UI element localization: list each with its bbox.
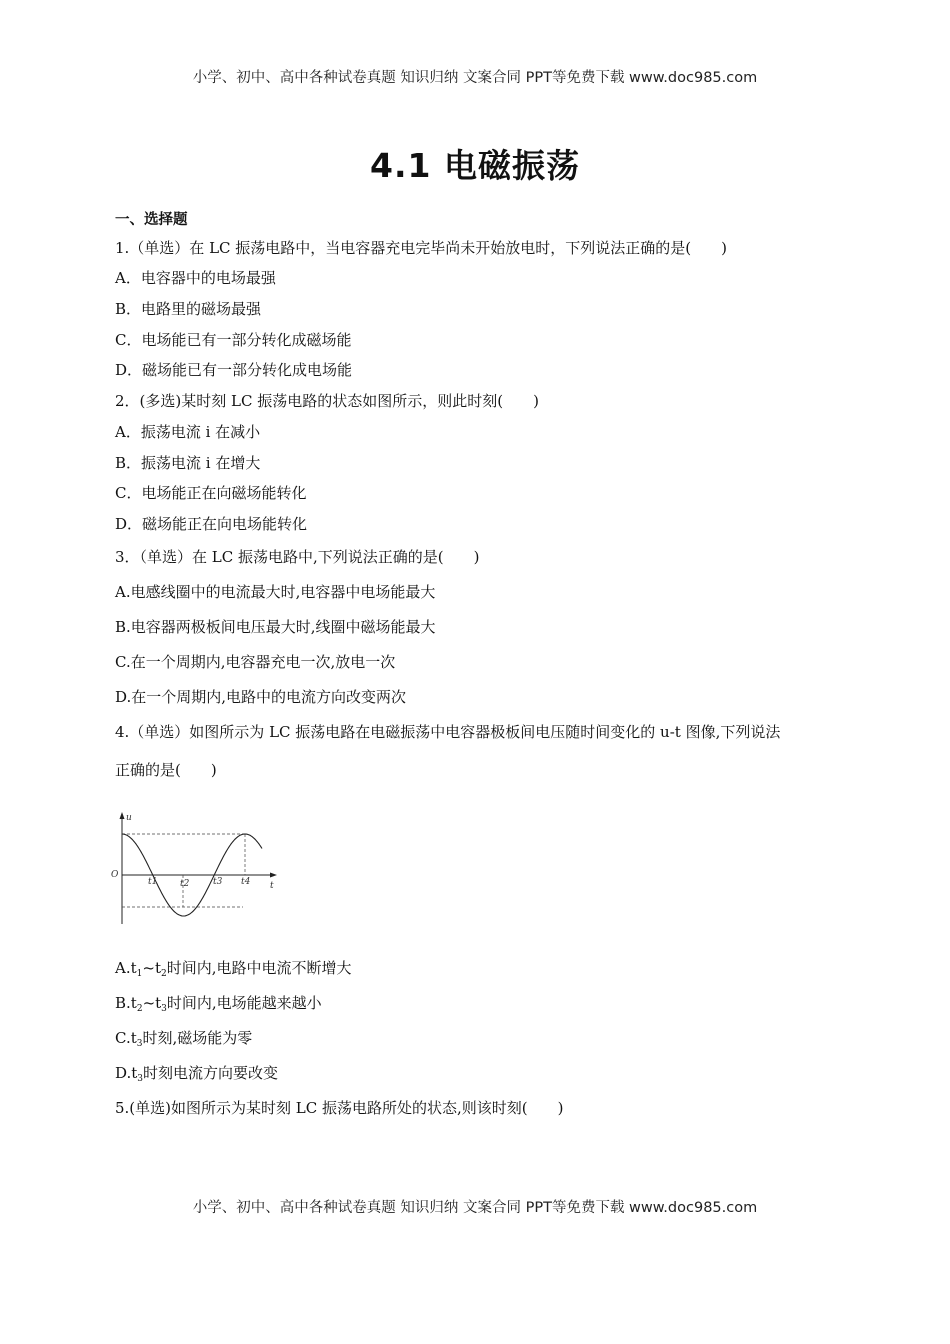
q3-option-b: B.电容器两极板间电压最大时,线圈中磁场能最大 bbox=[115, 618, 436, 636]
q2-option-b: B．振荡电流 i 在增大 bbox=[115, 454, 261, 472]
x-axis-arrow bbox=[270, 873, 277, 878]
q2-option-a: A．振荡电流 i 在减小 bbox=[115, 423, 261, 441]
axis-label-u: u bbox=[126, 813, 132, 823]
tick-label-t3: t3 bbox=[213, 877, 223, 887]
q3-option-d: D.在一个周期内,电路中的电流方向改变两次 bbox=[115, 688, 407, 706]
q3-stem: 3．（单选）在 LC 振荡电路中,下列说法正确的是( ) bbox=[115, 548, 480, 566]
tick-label-t1: t1 bbox=[148, 877, 158, 887]
q1-option-a: A．电容器中的电场最强 bbox=[115, 269, 276, 287]
section-heading: 一、选择题 bbox=[115, 212, 188, 228]
axis-label-t: t bbox=[270, 881, 274, 891]
q5-stem: 5.(单选)如图所示为某时刻 LC 振荡电路所处的状态,则该时刻( ) bbox=[115, 1099, 564, 1117]
q1-option-b: B．电路里的磁场最强 bbox=[115, 300, 262, 318]
y-axis-arrow bbox=[120, 812, 125, 819]
q4-option-b: $B.t_2\sim t_3$时间内,电场能越来越小 bbox=[115, 994, 322, 1014]
q1-stem: 1.（单选）在 LC 振荡电路中，当电容器充电完毕尚未开始放电时，下列说法正确的是( ) bbox=[115, 239, 727, 257]
q4-stem-line2: 正确的是( ) bbox=[115, 761, 217, 779]
u-t-graph bbox=[108, 810, 283, 928]
q1-option-d: D．磁场能已有一部分转化成电场能 bbox=[115, 361, 353, 379]
page-header: 小学、初中、高中各种试卷真题 知识归纳 文案合同 PPT等免费下载 www.doc985.com bbox=[192, 70, 758, 86]
q2-option-c: C．电场能正在向磁场能转化 bbox=[115, 484, 307, 502]
tick-label-t4: t4 bbox=[241, 877, 251, 887]
q3-option-c: C.在一个周期内,电容器充电一次,放电一次 bbox=[115, 653, 396, 671]
q2-option-d: D．磁场能正在向电场能转化 bbox=[115, 515, 308, 533]
q4-option-a: $A.t_1\sim t_2$时间内,电路中电流不断增大 bbox=[115, 959, 352, 979]
q4-option-d: $D.t_3$时刻电流方向要改变 bbox=[115, 1064, 279, 1084]
origin-label: O bbox=[111, 870, 119, 880]
q3-option-a: A.电感线圈中的电流最大时,电容器中电场能最大 bbox=[115, 583, 436, 601]
q2-stem: 2．(多选)某时刻 LC 振荡电路的状态如图所示，则此时刻( ) bbox=[115, 392, 539, 410]
page-footer: 小学、初中、高中各种试卷真题 知识归纳 文案合同 PPT等免费下载 www.doc985.com bbox=[192, 1200, 758, 1216]
tick-label-t2: t2 bbox=[180, 879, 190, 889]
q4-stem-line1: 4.（单选）如图所示为 LC 振荡电路在电磁振荡中电容器极板间电压随时间变化的 u-t 图像,下列说法 bbox=[115, 723, 781, 741]
page-title: 4.1 电磁振荡 bbox=[370, 146, 580, 185]
q1-option-c: C．电场能已有一部分转化成磁场能 bbox=[115, 331, 352, 349]
q4-option-c: $C.t_3$时刻,磁场能为零 bbox=[115, 1029, 253, 1049]
